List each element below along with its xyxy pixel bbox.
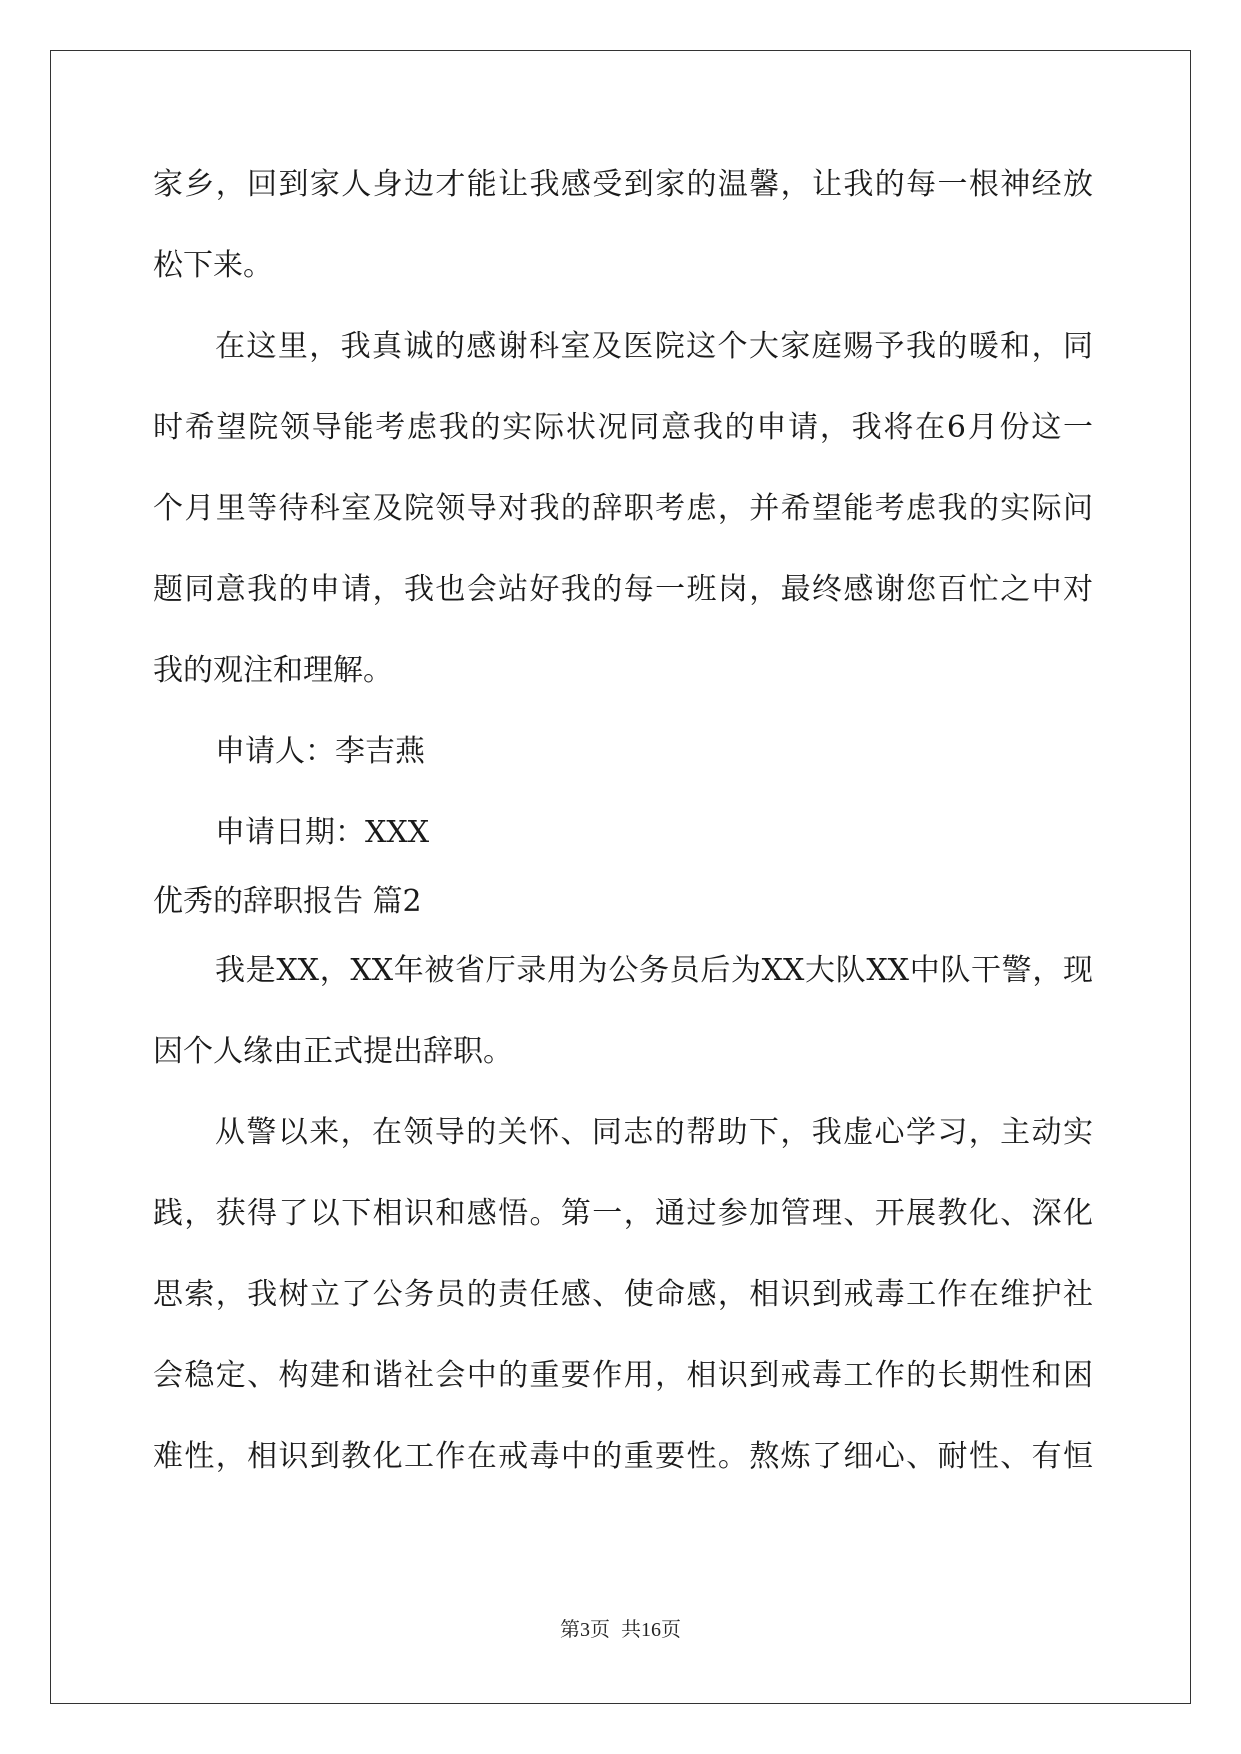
paragraph-line: 题同意我的申请，我也会站好我的每一班岗，最终感谢您百忙之中对 bbox=[153, 572, 1093, 607]
paragraph-line: 因个人缘由正式提出辞职。 bbox=[153, 1034, 513, 1069]
applicant-line: 申请人：李吉燕 bbox=[215, 734, 425, 769]
paragraph-line: 思索，我树立了公务员的责任感、使命感，相识到戒毒工作在维护社 bbox=[153, 1277, 1093, 1312]
paragraph-line: 家乡，回到家人身边才能让我感受到家的温馨，让我的每一根神经放 bbox=[153, 167, 1093, 202]
date-line: 申请日期：XXX bbox=[215, 815, 430, 850]
paragraph-line: 会稳定、构建和谐社会中的重要作用，相识到戒毒工作的长期性和困 bbox=[153, 1358, 1093, 1393]
section-heading: 优秀的辞职报告 篇2 bbox=[153, 884, 422, 919]
document-body bbox=[153, 165, 1093, 1518]
paragraph-line: 在这里，我真诚的感谢科室及医院这个大家庭赐予我的暖和，同 bbox=[215, 329, 1093, 364]
paragraph-line: 我的观注和理解。 bbox=[153, 653, 393, 688]
paragraph-line: 从警以来，在领导的关怀、同志的帮助下，我虚心学习，主动实 bbox=[215, 1115, 1093, 1150]
paragraph-line: 难性，相识到教化工作在戒毒中的重要性。熬炼了细心、耐性、有恒 bbox=[153, 1439, 1093, 1474]
paragraph-line: 个月里等待科室及院领导对我的辞职考虑，并希望能考虑我的实际问 bbox=[153, 491, 1093, 526]
paragraph-line: 践，获得了以下相识和感悟。第一，通过参加管理、开展教化、深化 bbox=[153, 1196, 1093, 1231]
page-number: 第3页 共16页 bbox=[560, 1619, 681, 1641]
paragraph-line: 时希望院领导能考虑我的实际状况同意我的申请，我将在6月份这一 bbox=[153, 410, 1093, 445]
paragraph-line: 我是XX，XX年被省厅录用为公务员后为XX大队XX中队干警，现 bbox=[215, 953, 1093, 988]
paragraph-line: 松下来。 bbox=[153, 248, 273, 283]
